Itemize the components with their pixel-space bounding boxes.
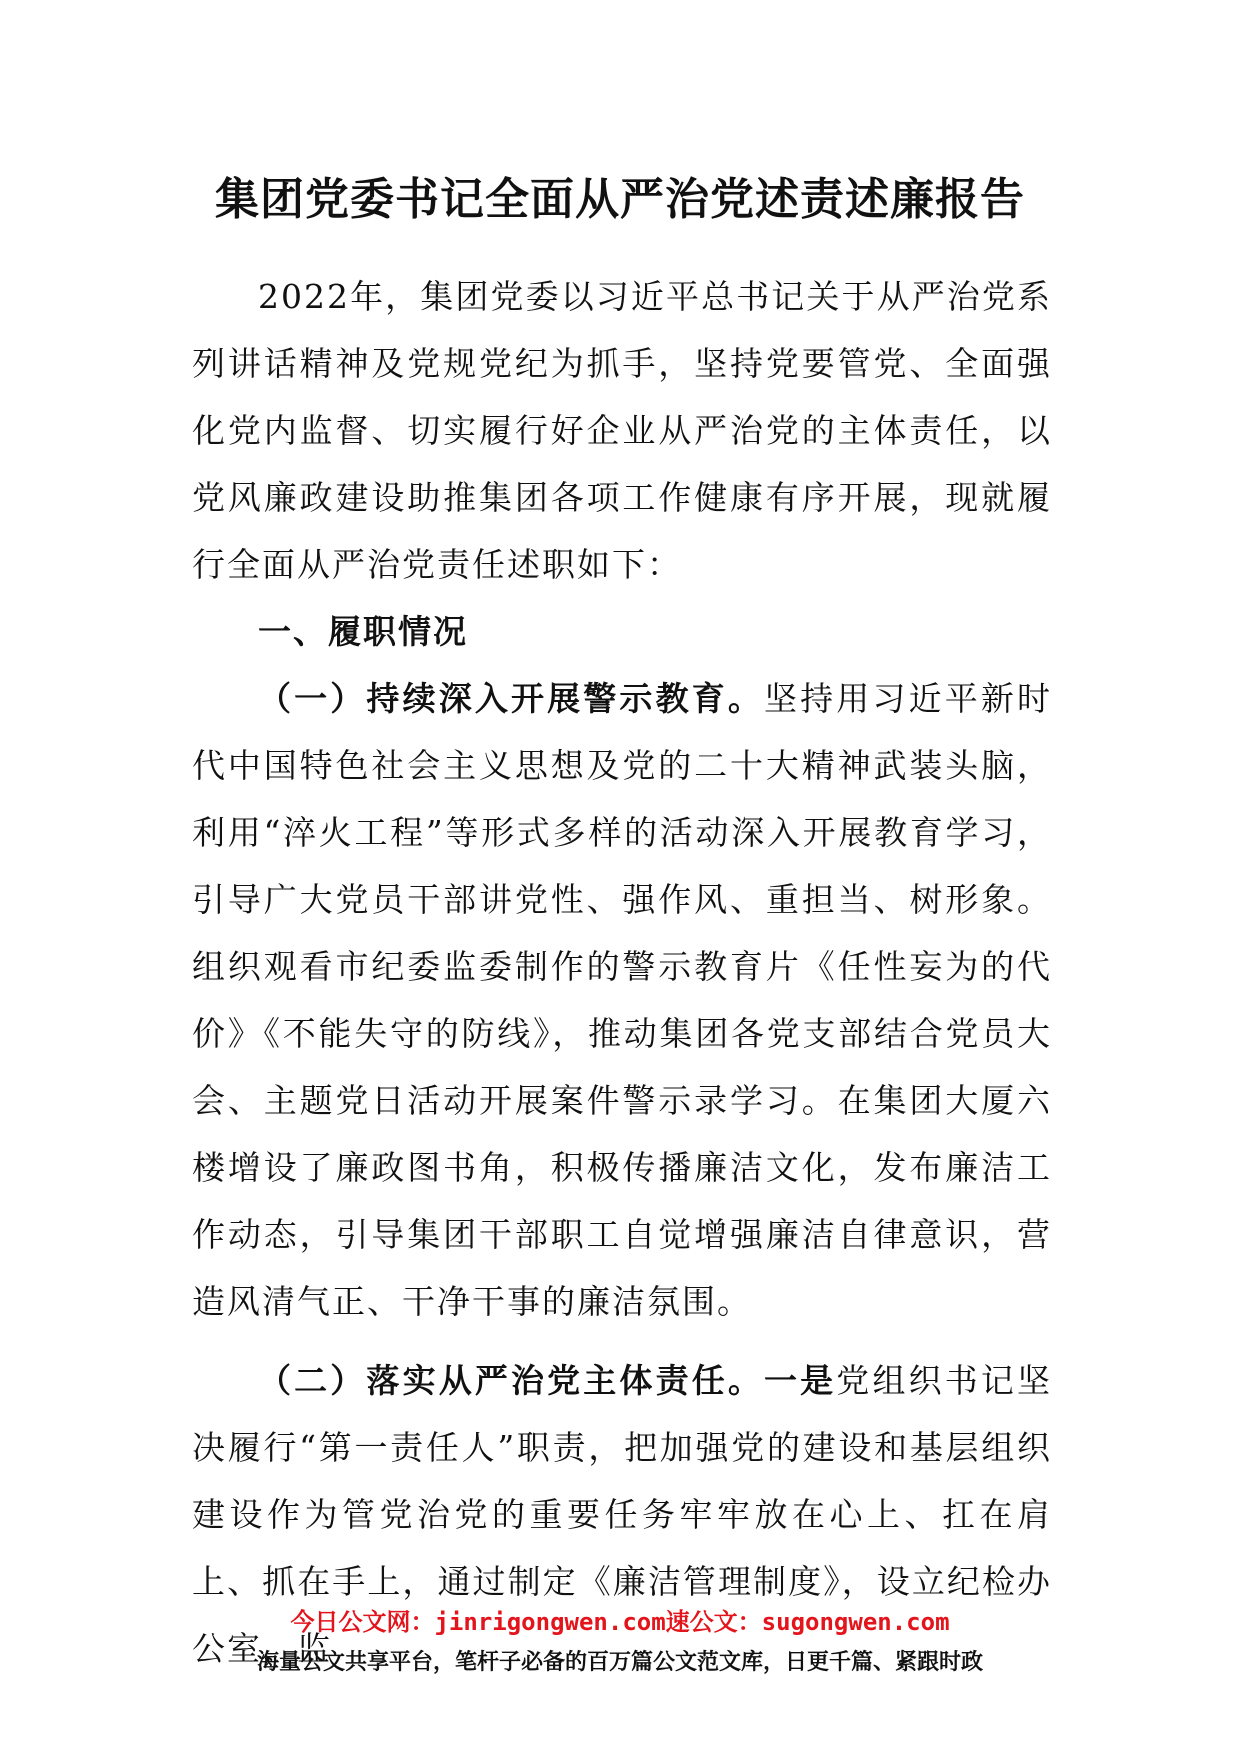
site1-url[interactable]: jinrigongwen.com: [434, 1608, 666, 1636]
item-heading-warning-education: （一）持续深入开展警示教育。: [258, 679, 764, 718]
watermark-footer: [0, 1605, 1240, 1679]
section-heading-performance: 一、履职情况: [258, 612, 468, 651]
intro-paragraph: 2022年，集团党委以习近平总书记关于从严治党系列讲话精神及党规党纪为抓手，坚持党要管党、全面强化党内监督、切实履行好企业从严治党的主体责任，以党风廉政建设助推集团各项工作健康有序开展，现就履行全面从严治党责任述职如下：: [192, 277, 1052, 584]
item-heading-main-responsibility: （二）落实从严治党主体责任。: [258, 1361, 764, 1400]
site1-label: 今日公文网：: [290, 1608, 435, 1636]
item-text-main-responsibility: 党组织书记坚决履行“第一责任人”职责，把加强党的建设和基层组织建设作为管党治党的重要任务牢牢放在心上、扛在肩上、抓在手上，通过制定《廉洁管理制度》，设立纪检办公室，监: [192, 1361, 1053, 1668]
footer-tagline: 海量公文共享平台，笔杆子必备的百万篇公文范文库，日更千篇、紧跟时政: [256, 1650, 983, 1675]
site2-url[interactable]: sugongwen.com: [761, 1608, 950, 1636]
document-body: [192, 263, 1052, 1682]
document-title: 集团党委书记全面从严治党述责述廉报告: [215, 174, 1025, 225]
footer-sites: [0, 1605, 1240, 1639]
item-text-warning-education: 坚持用习近平新时代中国特色社会主义思想及党的二十大精神武装头脑，利用“淬火工程”等形式多样的活动深入开展教育学习，引导广大党员干部讲党性、强作风、重担当、树形象。组织观看市纪委监委制作的警示教育片《任性妄为的代价》《不能失守的防线》，推动集团各党支部结合党员大会、主题党日活动开展案件警示录学习。在集团大厦六楼增设了廉政图书角，积极传播廉洁文化，发布廉洁工作动态，引导集团干部职工自觉增强廉洁自律意识，营造风清气正、干净干事的廉洁氛围。: [192, 679, 1053, 1321]
paragraph-warning-education: [192, 665, 1052, 1335]
site2-label: 速公文：: [665, 1608, 762, 1636]
item-lead-first: 一是: [764, 1361, 837, 1400]
